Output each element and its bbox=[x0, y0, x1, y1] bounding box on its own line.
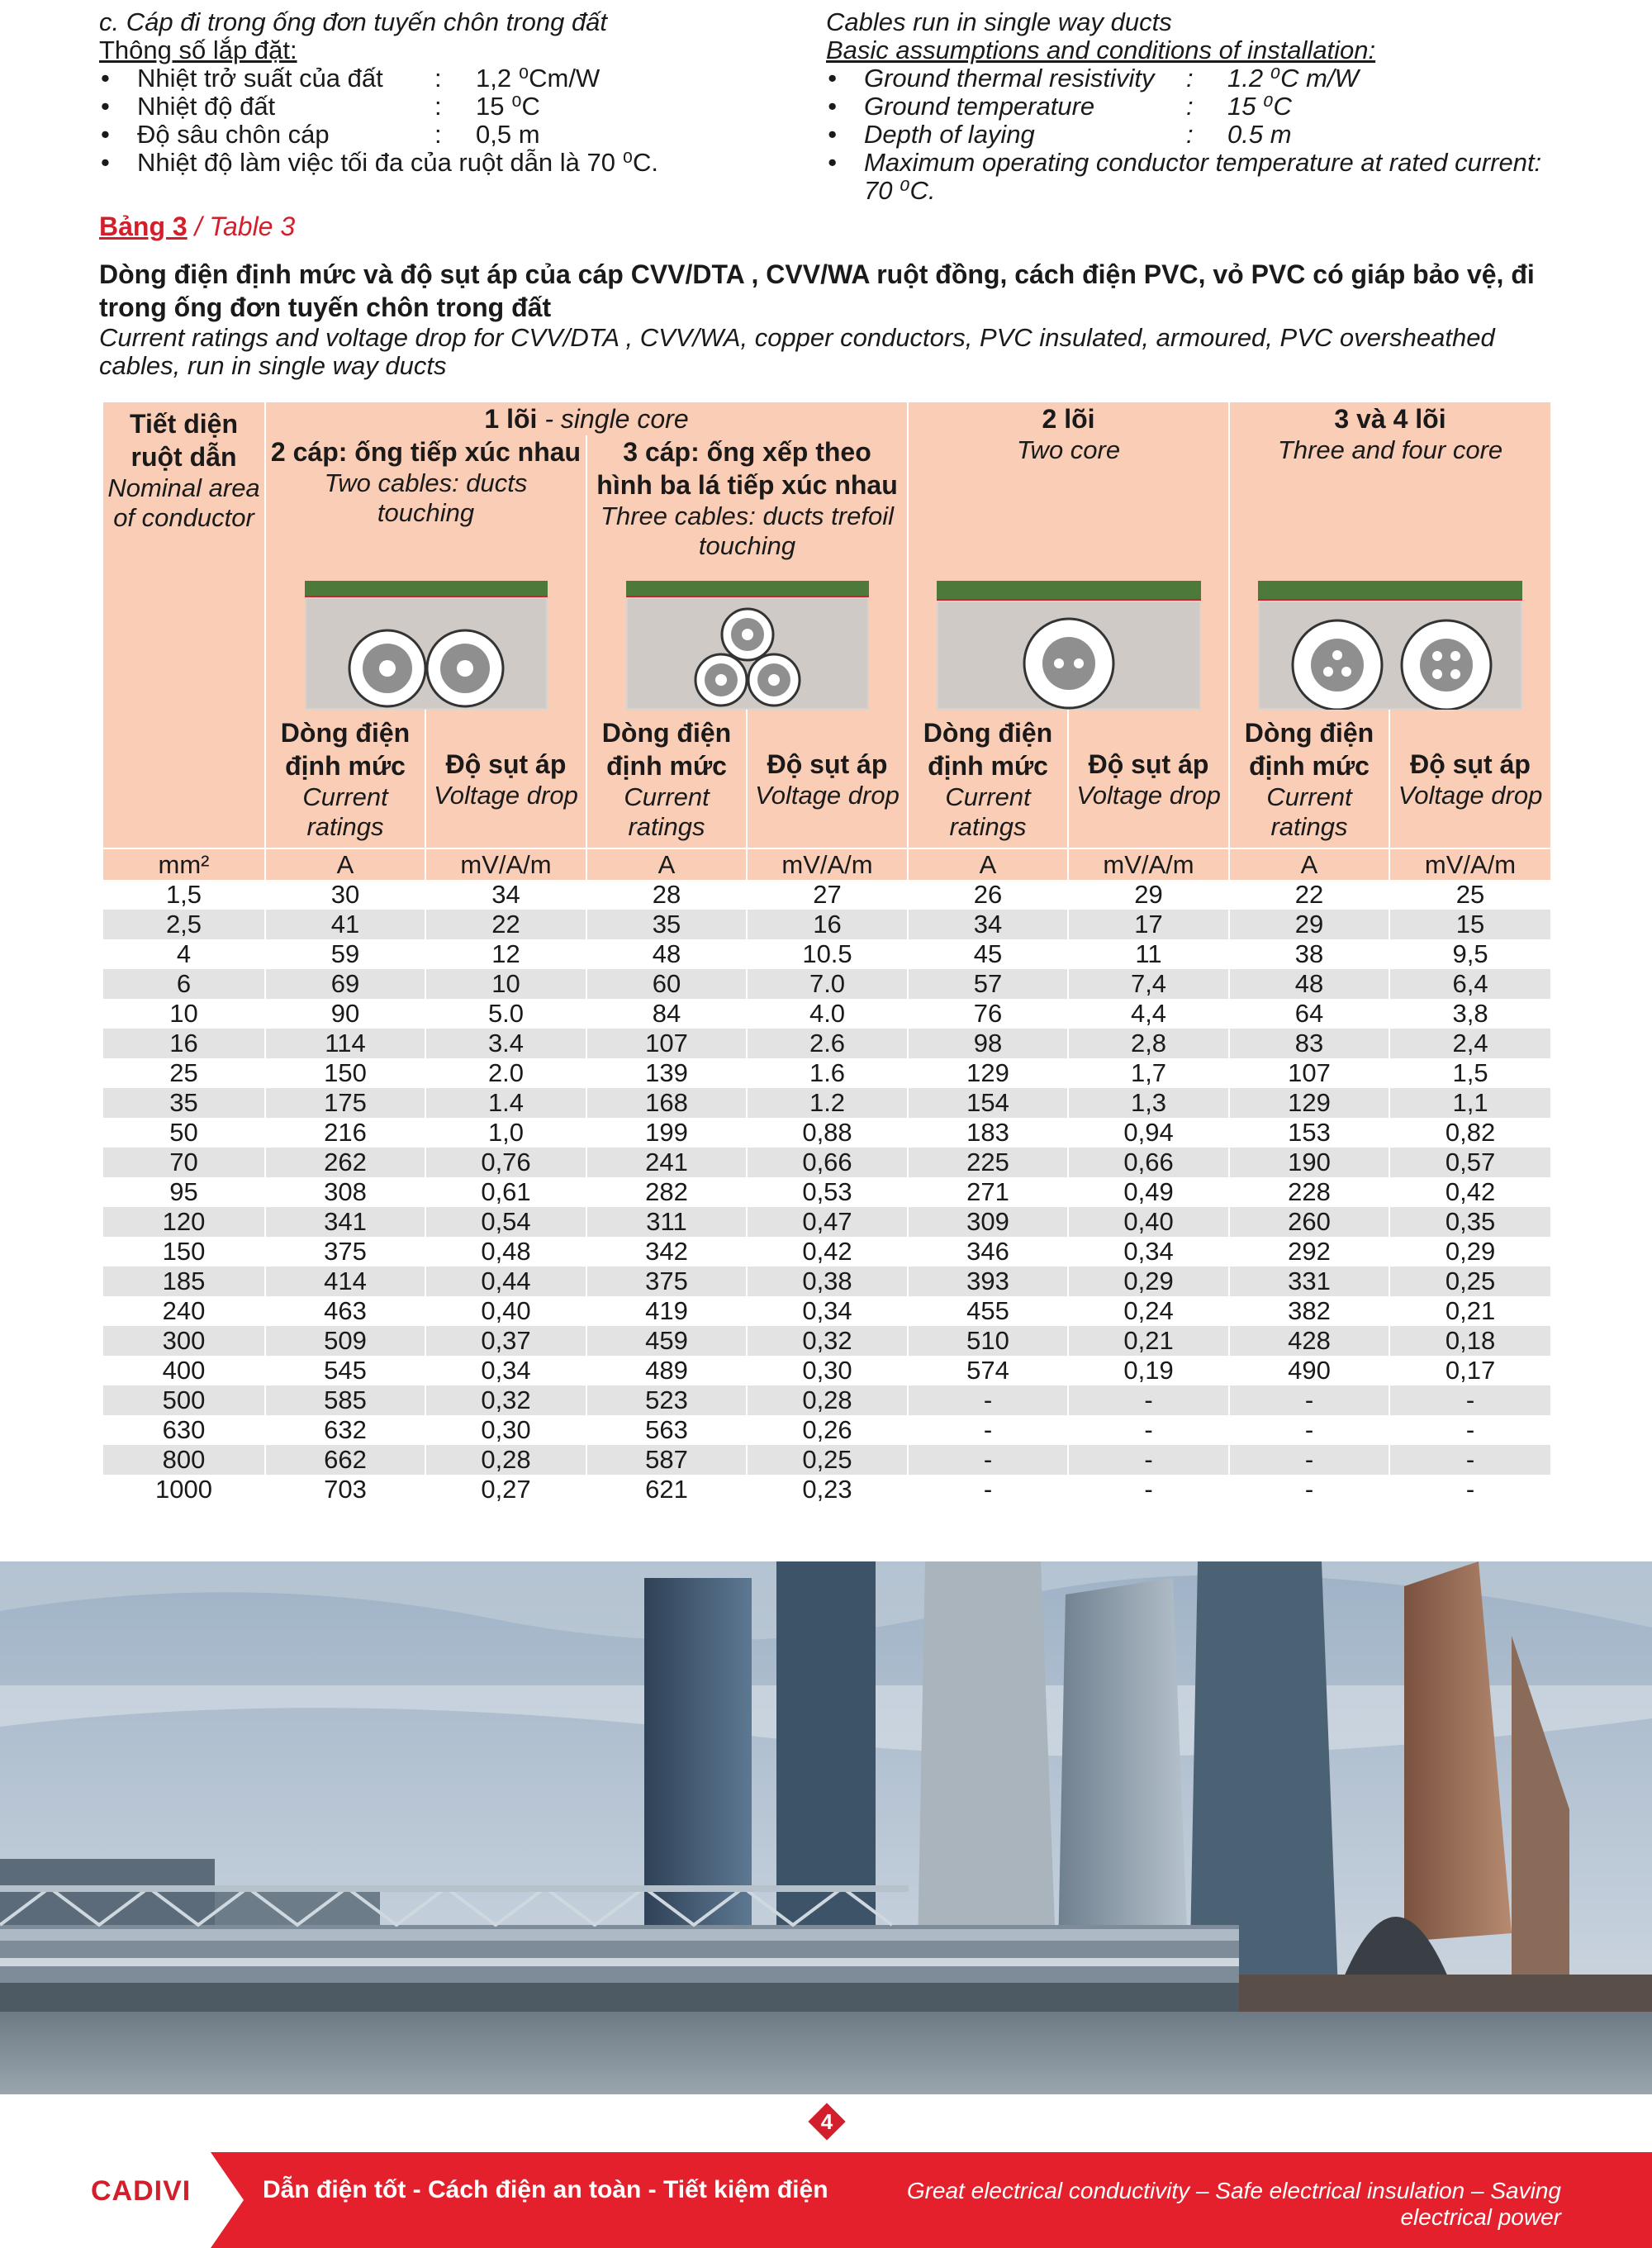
value-cell: 30 bbox=[265, 880, 425, 910]
value-cell: 10.5 bbox=[747, 939, 908, 969]
header-two-core: 2 lõi Two core bbox=[908, 402, 1229, 561]
table-row bbox=[103, 1029, 1550, 1058]
table-row bbox=[103, 1385, 1550, 1415]
value-cell: 48 bbox=[586, 939, 747, 969]
value-cell: 0,44 bbox=[425, 1267, 586, 1296]
value-cell: 0,21 bbox=[1389, 1296, 1550, 1326]
value-cell: 0,49 bbox=[1068, 1177, 1229, 1207]
value-cell: 0,32 bbox=[425, 1385, 586, 1415]
value-cell: 428 bbox=[1229, 1326, 1389, 1356]
value-cell: 382 bbox=[1229, 1296, 1389, 1326]
value-cell: 0,25 bbox=[747, 1445, 908, 1475]
value-cell: 34 bbox=[908, 910, 1068, 939]
value-cell: 190 bbox=[1229, 1148, 1389, 1177]
conductor-area-cell: 10 bbox=[103, 999, 265, 1029]
value-cell: 5.0 bbox=[425, 999, 586, 1029]
list-item: • Nhiệt độ làm việc tối đa của ruột dẫn là 70 ⁰C. bbox=[99, 149, 826, 177]
header-voltage-drop: Độ sụt áp Voltage drop bbox=[1068, 710, 1229, 848]
conductor-area-cell: 35 bbox=[103, 1088, 265, 1118]
city-skyline-photo bbox=[0, 1561, 1652, 2094]
table-label: Bảng 3 / Table 3 bbox=[99, 211, 296, 241]
value-cell: 455 bbox=[908, 1296, 1068, 1326]
table-row bbox=[103, 939, 1550, 969]
value-cell: 375 bbox=[586, 1267, 747, 1296]
value-cell: - bbox=[1068, 1445, 1229, 1475]
value-cell: 563 bbox=[586, 1415, 747, 1445]
value-cell: 10 bbox=[425, 969, 586, 999]
conductor-area-cell: 400 bbox=[103, 1356, 265, 1385]
header-two-cables-touching: 2 cáp: ống tiếp xúc nhau Two cables: ducts touching bbox=[265, 435, 586, 561]
units-row bbox=[103, 848, 1550, 880]
value-cell: 490 bbox=[1229, 1356, 1389, 1385]
value-cell: 0,42 bbox=[1389, 1177, 1550, 1207]
value-cell: 0,66 bbox=[1068, 1148, 1229, 1177]
value-cell: 0,19 bbox=[1068, 1356, 1229, 1385]
installation-intro bbox=[99, 8, 1553, 207]
conductor-area-cell: 500 bbox=[103, 1385, 265, 1415]
value-cell: 12 bbox=[425, 939, 586, 969]
value-cell: - bbox=[908, 1475, 1068, 1504]
conductor-area-cell: 6 bbox=[103, 969, 265, 999]
value-cell: 0,38 bbox=[747, 1267, 908, 1296]
intro-en-title: Cables run in single way ducts bbox=[826, 7, 1172, 36]
value-cell: 98 bbox=[908, 1029, 1068, 1058]
conductor-area-cell: 95 bbox=[103, 1177, 265, 1207]
header-three-four-core: 3 và 4 lõi Three and four core bbox=[1229, 402, 1550, 561]
value-cell: - bbox=[908, 1385, 1068, 1415]
value-cell: 346 bbox=[908, 1237, 1068, 1267]
value-cell: 0,25 bbox=[1389, 1267, 1550, 1296]
value-cell: 375 bbox=[265, 1237, 425, 1267]
value-cell: 0,34 bbox=[1068, 1237, 1229, 1267]
conductor-area-cell: 2,5 bbox=[103, 910, 265, 939]
value-cell: 15 bbox=[1389, 910, 1550, 939]
conductor-area-cell: 800 bbox=[103, 1445, 265, 1475]
value-cell: 64 bbox=[1229, 999, 1389, 1029]
value-cell: 1.6 bbox=[747, 1058, 908, 1088]
unit-cell: mV/A/m bbox=[747, 848, 908, 880]
value-cell: 3.4 bbox=[425, 1029, 586, 1058]
conductor-area-cell: 4 bbox=[103, 939, 265, 969]
value-cell: 0,17 bbox=[1389, 1356, 1550, 1385]
value-cell: 341 bbox=[265, 1207, 425, 1237]
value-cell: 662 bbox=[265, 1445, 425, 1475]
table-row bbox=[103, 1148, 1550, 1177]
value-cell: 2,4 bbox=[1389, 1029, 1550, 1058]
value-cell: 271 bbox=[908, 1177, 1068, 1207]
value-cell: 216 bbox=[265, 1118, 425, 1148]
value-cell: 0,88 bbox=[747, 1118, 908, 1148]
table-row bbox=[103, 880, 1550, 910]
footer-slogan-vi: Dẫn điện tốt - Cách điện an toàn - Tiết kiệm điện bbox=[263, 2176, 828, 2203]
value-cell: 57 bbox=[908, 969, 1068, 999]
intro-en-list bbox=[826, 64, 1553, 205]
value-cell: 1.2 bbox=[747, 1088, 908, 1118]
conductor-area-cell: 300 bbox=[103, 1326, 265, 1356]
value-cell: 0,28 bbox=[747, 1385, 908, 1415]
value-cell: 107 bbox=[1229, 1058, 1389, 1088]
table-row bbox=[103, 1177, 1550, 1207]
conductor-area-cell: 120 bbox=[103, 1207, 265, 1237]
value-cell: 309 bbox=[908, 1207, 1068, 1237]
list-item: • Depth of laying : 0.5 m bbox=[826, 121, 1553, 149]
page-number: 4 bbox=[820, 2109, 833, 2134]
table-title: Dòng điện định mức và độ sụt áp của cáp CVV/DTA , CVV/WA ruột đồng, cách điện PVC, vỏ PVC có giáp bảo vệ, đi trong ống đơn tuyến chôn trong đất bbox=[99, 259, 1535, 322]
value-cell: - bbox=[1389, 1415, 1550, 1445]
table-row bbox=[103, 1445, 1550, 1475]
unit-cell: A bbox=[586, 848, 747, 880]
value-cell: 175 bbox=[265, 1088, 425, 1118]
value-cell: 7.0 bbox=[747, 969, 908, 999]
value-cell: 2.6 bbox=[747, 1029, 908, 1058]
value-cell: 199 bbox=[586, 1118, 747, 1148]
value-cell: - bbox=[1229, 1385, 1389, 1415]
value-cell: 342 bbox=[586, 1237, 747, 1267]
unit-cell: A bbox=[265, 848, 425, 880]
value-cell: 463 bbox=[265, 1296, 425, 1326]
value-cell: 331 bbox=[1229, 1267, 1389, 1296]
value-cell: 69 bbox=[265, 969, 425, 999]
value-cell: 25 bbox=[1389, 880, 1550, 910]
header-current-ratings: Dòng điện định mức Current ratings bbox=[265, 710, 425, 848]
value-cell: 414 bbox=[265, 1267, 425, 1296]
value-cell: 419 bbox=[586, 1296, 747, 1326]
intro-vi-title: c. Cáp đi trong ống đơn tuyến chôn trong đất bbox=[99, 7, 608, 36]
value-cell: 2.0 bbox=[425, 1058, 586, 1088]
value-cell: 154 bbox=[908, 1088, 1068, 1118]
value-cell: 0,28 bbox=[425, 1445, 586, 1475]
value-cell: 0,30 bbox=[425, 1415, 586, 1445]
conductor-area-cell: 150 bbox=[103, 1237, 265, 1267]
value-cell: 59 bbox=[265, 939, 425, 969]
value-cell: 168 bbox=[586, 1088, 747, 1118]
value-cell: 45 bbox=[908, 939, 1068, 969]
header-voltage-drop: Độ sụt áp Voltage drop bbox=[425, 710, 586, 848]
header-three-cables-trefoil: 3 cáp: ống xếp theo hình ba lá tiếp xúc nhau Three cables: ducts trefoil touching bbox=[586, 435, 908, 561]
value-cell: 27 bbox=[747, 880, 908, 910]
conductor-area-cell: 50 bbox=[103, 1118, 265, 1148]
value-cell: 0,42 bbox=[747, 1237, 908, 1267]
list-item: • Nhiệt trở suất của đất : 1,2 ⁰Cm/W bbox=[99, 64, 826, 93]
value-cell: 17 bbox=[1068, 910, 1229, 939]
value-cell: 84 bbox=[586, 999, 747, 1029]
value-cell: - bbox=[908, 1415, 1068, 1445]
conductor-area-cell: 1,5 bbox=[103, 880, 265, 910]
value-cell: 0,48 bbox=[425, 1237, 586, 1267]
illustration-two-cables bbox=[265, 561, 586, 710]
table-row bbox=[103, 1237, 1550, 1267]
illustration-three-four-core bbox=[1229, 561, 1550, 710]
value-cell: 228 bbox=[1229, 1177, 1389, 1207]
value-cell: 292 bbox=[1229, 1237, 1389, 1267]
header-nominal-area: Tiết diện ruột dẫn Nominal area of conductor bbox=[103, 402, 265, 848]
value-cell: 0,34 bbox=[747, 1296, 908, 1326]
conductor-area-cell: 630 bbox=[103, 1415, 265, 1445]
trefoil-ducts-diagram-icon bbox=[626, 581, 869, 710]
unit-cell: mV/A/m bbox=[1068, 848, 1229, 880]
value-cell: 129 bbox=[908, 1058, 1068, 1088]
value-cell: 139 bbox=[586, 1058, 747, 1088]
value-cell: 574 bbox=[908, 1356, 1068, 1385]
conductor-area-cell: 16 bbox=[103, 1029, 265, 1058]
value-cell: 11 bbox=[1068, 939, 1229, 969]
value-cell: 2,8 bbox=[1068, 1029, 1229, 1058]
footer-slogan-en: Great electrical conductivity – Safe electrical insulation – Saving electrical power bbox=[906, 2178, 1561, 2230]
two-ducts-diagram-icon bbox=[305, 581, 548, 710]
table-row bbox=[103, 1326, 1550, 1356]
value-cell: 7,4 bbox=[1068, 969, 1229, 999]
value-cell: 0,47 bbox=[747, 1207, 908, 1237]
value-cell: 260 bbox=[1229, 1207, 1389, 1237]
table-row bbox=[103, 1415, 1550, 1445]
table-row bbox=[103, 1207, 1550, 1237]
table-row bbox=[103, 999, 1550, 1029]
value-cell: 0,76 bbox=[425, 1148, 586, 1177]
value-cell: 0,21 bbox=[1068, 1326, 1229, 1356]
table-row bbox=[103, 910, 1550, 939]
value-cell: 241 bbox=[586, 1148, 747, 1177]
table-subtitle: Current ratings and voltage drop for CVV/DTA , CVV/WA, copper conductors, PVC insulated, armoured, PVC oversheathed cables, run in single way ducts bbox=[99, 323, 1495, 380]
conductor-area-cell: 1000 bbox=[103, 1475, 265, 1504]
value-cell: 76 bbox=[908, 999, 1068, 1029]
header-current-ratings: Dòng điện định mức Current ratings bbox=[1229, 710, 1389, 848]
table-row bbox=[103, 1296, 1550, 1326]
two-core-duct-diagram-icon bbox=[937, 581, 1201, 710]
value-cell: - bbox=[1068, 1475, 1229, 1504]
unit-cell: mm² bbox=[103, 848, 265, 880]
brand-logo: CADIVI bbox=[91, 2175, 192, 2207]
table-row bbox=[103, 1058, 1550, 1088]
table-row bbox=[103, 1088, 1550, 1118]
value-cell: 1.4 bbox=[425, 1088, 586, 1118]
value-cell: 489 bbox=[586, 1356, 747, 1385]
header-current-ratings: Dòng điện định mức Current ratings bbox=[586, 710, 747, 848]
unit-cell: A bbox=[908, 848, 1068, 880]
value-cell: 4,4 bbox=[1068, 999, 1229, 1029]
value-cell: 0,18 bbox=[1389, 1326, 1550, 1356]
value-cell: 35 bbox=[586, 910, 747, 939]
value-cell: 0,37 bbox=[425, 1326, 586, 1356]
value-cell: 510 bbox=[908, 1326, 1068, 1356]
value-cell: 632 bbox=[265, 1415, 425, 1445]
value-cell: 703 bbox=[265, 1475, 425, 1504]
value-cell: 0,66 bbox=[747, 1148, 908, 1177]
list-item: • Nhiệt độ đất : 15 ⁰C bbox=[99, 93, 826, 121]
value-cell: 16 bbox=[747, 910, 908, 939]
value-cell: - bbox=[1389, 1385, 1550, 1415]
value-cell: 90 bbox=[265, 999, 425, 1029]
unit-cell: mV/A/m bbox=[1389, 848, 1550, 880]
value-cell: - bbox=[1068, 1385, 1229, 1415]
header-voltage-drop: Độ sụt áp Voltage drop bbox=[747, 710, 908, 848]
value-cell: 6,4 bbox=[1389, 969, 1550, 999]
value-cell: 0,32 bbox=[747, 1326, 908, 1356]
value-cell: 4.0 bbox=[747, 999, 908, 1029]
value-cell: 1,1 bbox=[1389, 1088, 1550, 1118]
value-cell: 459 bbox=[586, 1326, 747, 1356]
value-cell: 308 bbox=[265, 1177, 425, 1207]
value-cell: 0,23 bbox=[747, 1475, 908, 1504]
value-cell: 282 bbox=[586, 1177, 747, 1207]
value-cell: 48 bbox=[1229, 969, 1389, 999]
intro-english bbox=[826, 8, 1553, 205]
value-cell: 34 bbox=[425, 880, 586, 910]
value-cell: 262 bbox=[265, 1148, 425, 1177]
value-cell: 28 bbox=[586, 880, 747, 910]
list-item: • Maximum operating conductor temperature at rated current: 70 ⁰C. bbox=[826, 149, 1553, 205]
table-row bbox=[103, 1118, 1550, 1148]
value-cell: - bbox=[1229, 1475, 1389, 1504]
value-cell: 26 bbox=[908, 880, 1068, 910]
value-cell: - bbox=[908, 1445, 1068, 1475]
value-cell: 0,34 bbox=[425, 1356, 586, 1385]
header-single-core: 1 lõi - single core bbox=[265, 402, 908, 435]
value-cell: 114 bbox=[265, 1029, 425, 1058]
header-voltage-drop: Độ sụt áp Voltage drop bbox=[1389, 710, 1550, 848]
value-cell: 107 bbox=[586, 1029, 747, 1058]
value-cell: 153 bbox=[1229, 1118, 1389, 1148]
value-cell: 585 bbox=[265, 1385, 425, 1415]
multi-core-duct-diagram-icon bbox=[1258, 581, 1522, 710]
conductor-area-cell: 70 bbox=[103, 1148, 265, 1177]
value-cell: 0,61 bbox=[425, 1177, 586, 1207]
value-cell: 0,94 bbox=[1068, 1118, 1229, 1148]
value-cell: 0,30 bbox=[747, 1356, 908, 1385]
value-cell: 1,5 bbox=[1389, 1058, 1550, 1088]
value-cell: 0,40 bbox=[1068, 1207, 1229, 1237]
table-row bbox=[103, 1356, 1550, 1385]
value-cell: - bbox=[1389, 1475, 1550, 1504]
illustration-two-core bbox=[908, 561, 1229, 710]
value-cell: 1,7 bbox=[1068, 1058, 1229, 1088]
intro-en-subtitle: Basic assumptions and conditions of installation: bbox=[826, 36, 1376, 64]
value-cell: 311 bbox=[586, 1207, 747, 1237]
value-cell: 0,40 bbox=[425, 1296, 586, 1326]
value-cell: 0,35 bbox=[1389, 1207, 1550, 1237]
intro-vi-list bbox=[99, 64, 826, 177]
value-cell: 0,53 bbox=[747, 1177, 908, 1207]
value-cell: - bbox=[1229, 1415, 1389, 1445]
table-row bbox=[103, 1267, 1550, 1296]
table-body bbox=[103, 880, 1550, 1504]
conductor-area-cell: 185 bbox=[103, 1267, 265, 1296]
conductor-area-cell: 25 bbox=[103, 1058, 265, 1088]
unit-cell: A bbox=[1229, 848, 1389, 880]
value-cell: 1,0 bbox=[425, 1118, 586, 1148]
value-cell: 22 bbox=[1229, 880, 1389, 910]
list-item: • Độ sâu chôn cáp : 0,5 m bbox=[99, 121, 826, 149]
current-ratings-table bbox=[103, 402, 1550, 1504]
value-cell: 150 bbox=[265, 1058, 425, 1088]
conductor-area-cell: 240 bbox=[103, 1296, 265, 1326]
value-cell: 0,26 bbox=[747, 1415, 908, 1445]
list-item: • Ground temperature : 15 ⁰C bbox=[826, 93, 1553, 121]
value-cell: - bbox=[1068, 1415, 1229, 1445]
value-cell: 129 bbox=[1229, 1088, 1389, 1118]
table-row bbox=[103, 1475, 1550, 1504]
table-row bbox=[103, 969, 1550, 999]
value-cell: 0,24 bbox=[1068, 1296, 1229, 1326]
value-cell: 0,54 bbox=[425, 1207, 586, 1237]
value-cell: 38 bbox=[1229, 939, 1389, 969]
value-cell: 9,5 bbox=[1389, 939, 1550, 969]
value-cell: - bbox=[1389, 1445, 1550, 1475]
value-cell: 0,29 bbox=[1389, 1237, 1550, 1267]
intro-vi-subtitle: Thông số lắp đặt: bbox=[99, 36, 297, 64]
value-cell: - bbox=[1229, 1445, 1389, 1475]
value-cell: 29 bbox=[1229, 910, 1389, 939]
value-cell: 509 bbox=[265, 1326, 425, 1356]
value-cell: 545 bbox=[265, 1356, 425, 1385]
illustration-trefoil bbox=[586, 561, 908, 710]
value-cell: 83 bbox=[1229, 1029, 1389, 1058]
intro-vietnamese bbox=[99, 8, 826, 177]
list-item: • Ground thermal resistivity : 1.2 ⁰C m/W bbox=[826, 64, 1553, 93]
header-current-ratings: Dòng điện định mức Current ratings bbox=[908, 710, 1068, 848]
value-cell: 60 bbox=[586, 969, 747, 999]
value-cell: 587 bbox=[586, 1445, 747, 1475]
value-cell: 3,8 bbox=[1389, 999, 1550, 1029]
value-cell: 225 bbox=[908, 1148, 1068, 1177]
unit-cell: mV/A/m bbox=[425, 848, 586, 880]
value-cell: 183 bbox=[908, 1118, 1068, 1148]
value-cell: 0,27 bbox=[425, 1475, 586, 1504]
value-cell: 523 bbox=[586, 1385, 747, 1415]
value-cell: 29 bbox=[1068, 880, 1229, 910]
value-cell: 41 bbox=[265, 910, 425, 939]
value-cell: 0,29 bbox=[1068, 1267, 1229, 1296]
value-cell: 22 bbox=[425, 910, 586, 939]
value-cell: 1,3 bbox=[1068, 1088, 1229, 1118]
value-cell: 0,57 bbox=[1389, 1148, 1550, 1177]
value-cell: 0,82 bbox=[1389, 1118, 1550, 1148]
value-cell: 621 bbox=[586, 1475, 747, 1504]
value-cell: 393 bbox=[908, 1267, 1068, 1296]
